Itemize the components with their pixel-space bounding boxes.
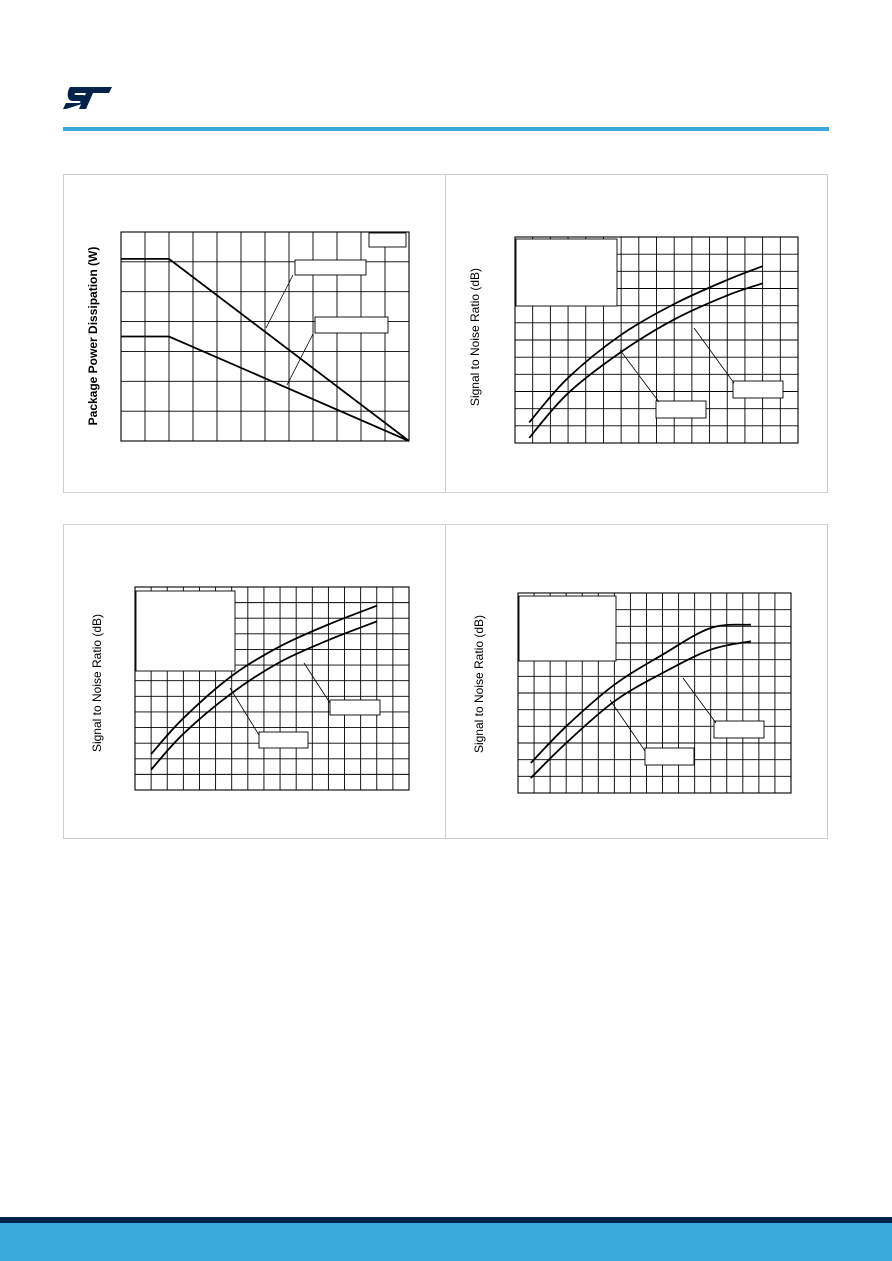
st-logo-icon [62,84,114,112]
annotation-leader [287,334,313,385]
annotation-box [519,596,616,661]
snr-chart-3 [446,525,827,838]
y-axis-label: Signal to Noise Ratio (dB) [472,614,486,754]
annotation-box [259,732,308,748]
y-axis-label: Signal to Noise Ratio (dB) [90,613,104,753]
footer-band [0,1223,892,1261]
annotation-box [330,700,380,715]
snr-chart-2 [64,525,445,838]
chart-panel-snr-2 [63,524,446,839]
annotation-box [656,401,706,418]
snr-chart-1 [446,175,827,492]
annotation-box [315,317,388,333]
annotation-leader [620,350,659,402]
annotation-box [714,721,764,738]
annotation-box [369,233,406,247]
y-axis-label: Package Power Dissipation (W) [86,246,100,426]
power-dissipation-chart [64,175,445,492]
annotation-leader [304,663,330,703]
chart-panel-snr-1 [445,174,828,493]
annotation-box [295,260,366,275]
chart-panel-snr-3 [445,524,828,839]
annotation-box [645,748,694,765]
annotation-box [136,591,235,671]
annotation-box [733,381,783,398]
y-axis-label: Signal to Noise Ratio (dB) [468,267,482,407]
chart-panel-power-dissipation [63,174,446,493]
header-rule [63,127,829,131]
annotation-box [516,239,617,306]
